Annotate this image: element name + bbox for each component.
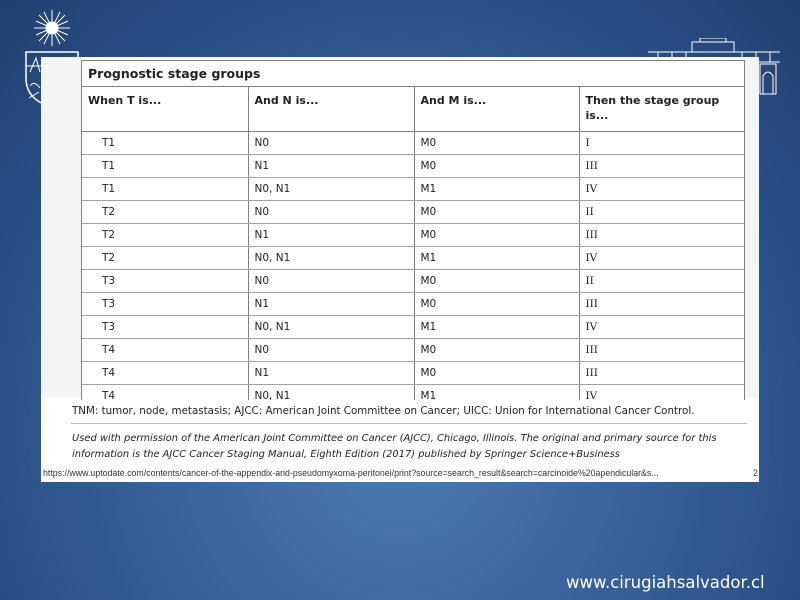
cell-t: T4: [82, 385, 248, 401]
permission-caption: Used with permission of the American Joint Committee on Cancer (AJCC), Chicago, Illinois. The original and primary source for this information is the AJCC Cancer Staging Manual, Eighth Edition (2017) published by Springer Science+Business: [72, 433, 717, 460]
cell-stage: III: [579, 339, 744, 362]
table-row: [82, 224, 744, 247]
cell-t: T1: [82, 132, 248, 155]
cell-t: T3: [82, 270, 248, 293]
cell-stage: II: [579, 270, 744, 293]
cell-n: N0, N1: [248, 247, 414, 270]
cell-t: T2: [82, 247, 248, 270]
page-margin-right: [745, 57, 759, 397]
cell-t: T1: [82, 178, 248, 201]
cell-stage: III: [579, 155, 744, 178]
table-row: [82, 293, 744, 316]
cell-m: M1: [414, 385, 579, 401]
table-row: [82, 316, 744, 339]
header-stage: Then the stage group is...: [579, 87, 744, 132]
cell-m: M0: [414, 132, 579, 155]
cell-stage: II: [579, 201, 744, 224]
cell-m: M0: [414, 155, 579, 178]
table-title: Prognostic stage groups: [82, 61, 744, 87]
cell-n: N0: [248, 132, 414, 155]
cell-t: T4: [82, 339, 248, 362]
abbreviations-caption: TNM: tumor, node, metastasis; AJCC: American Joint Committee on Cancer; UICC: Union for International Cancer Control.: [72, 405, 695, 417]
cell-m: M0: [414, 339, 579, 362]
stage-group-table-box: [81, 60, 745, 400]
cell-t: T3: [82, 293, 248, 316]
table-row: [82, 362, 744, 385]
cell-n: N0, N1: [248, 178, 414, 201]
cell-m: M1: [414, 178, 579, 201]
cell-t: T3: [82, 316, 248, 339]
cell-m: M0: [414, 293, 579, 316]
cell-stage: IV: [579, 247, 744, 270]
cell-n: N0: [248, 201, 414, 224]
cell-n: N0: [248, 270, 414, 293]
header-n: And N is...: [248, 87, 414, 132]
cell-n: N0, N1: [248, 385, 414, 401]
cell-n: N0: [248, 339, 414, 362]
print-footer-url: https://www.uptodate.com/contents/cancer-of-the-appendix-and-pseudomyxoma-peritonei/print?source=search_result&search=carcinoide%20apendicular&s...: [43, 468, 659, 478]
cell-m: M1: [414, 316, 579, 339]
table-row: [82, 270, 744, 293]
cell-stage: III: [579, 293, 744, 316]
table-header-row: [82, 87, 744, 132]
cell-stage: III: [579, 224, 744, 247]
table-row: [82, 201, 744, 224]
table-row: [82, 339, 744, 362]
table-row: [82, 178, 744, 201]
cell-m: M0: [414, 270, 579, 293]
cell-stage: IV: [579, 178, 744, 201]
header-m: And M is...: [414, 87, 579, 132]
cell-stage: III: [579, 362, 744, 385]
header-t: When T is...: [82, 87, 248, 132]
cell-m: M1: [414, 247, 579, 270]
website-url: www.cirugiahsalvador.cl: [566, 573, 765, 592]
cell-stage: IV: [579, 316, 744, 339]
stage-group-table: [82, 87, 744, 400]
cell-n: N1: [248, 362, 414, 385]
caption-divider: [71, 423, 747, 424]
cell-t: T1: [82, 155, 248, 178]
table-row: [82, 155, 744, 178]
cell-n: N1: [248, 224, 414, 247]
cell-stage: IV: [579, 385, 744, 401]
cell-n: N1: [248, 155, 414, 178]
table-row: [82, 247, 744, 270]
print-footer-page-number: 2: [753, 468, 758, 478]
cell-stage: I: [579, 132, 744, 155]
cell-m: M0: [414, 201, 579, 224]
page-margin-left: [41, 57, 81, 397]
table-row: [82, 385, 744, 401]
cell-m: M0: [414, 224, 579, 247]
cell-t: T2: [82, 201, 248, 224]
cell-t: T4: [82, 362, 248, 385]
table-row: [82, 132, 744, 155]
document-screenshot: [41, 57, 759, 482]
cell-m: M0: [414, 362, 579, 385]
cell-t: T2: [82, 224, 248, 247]
cell-n: N0, N1: [248, 316, 414, 339]
cell-n: N1: [248, 293, 414, 316]
